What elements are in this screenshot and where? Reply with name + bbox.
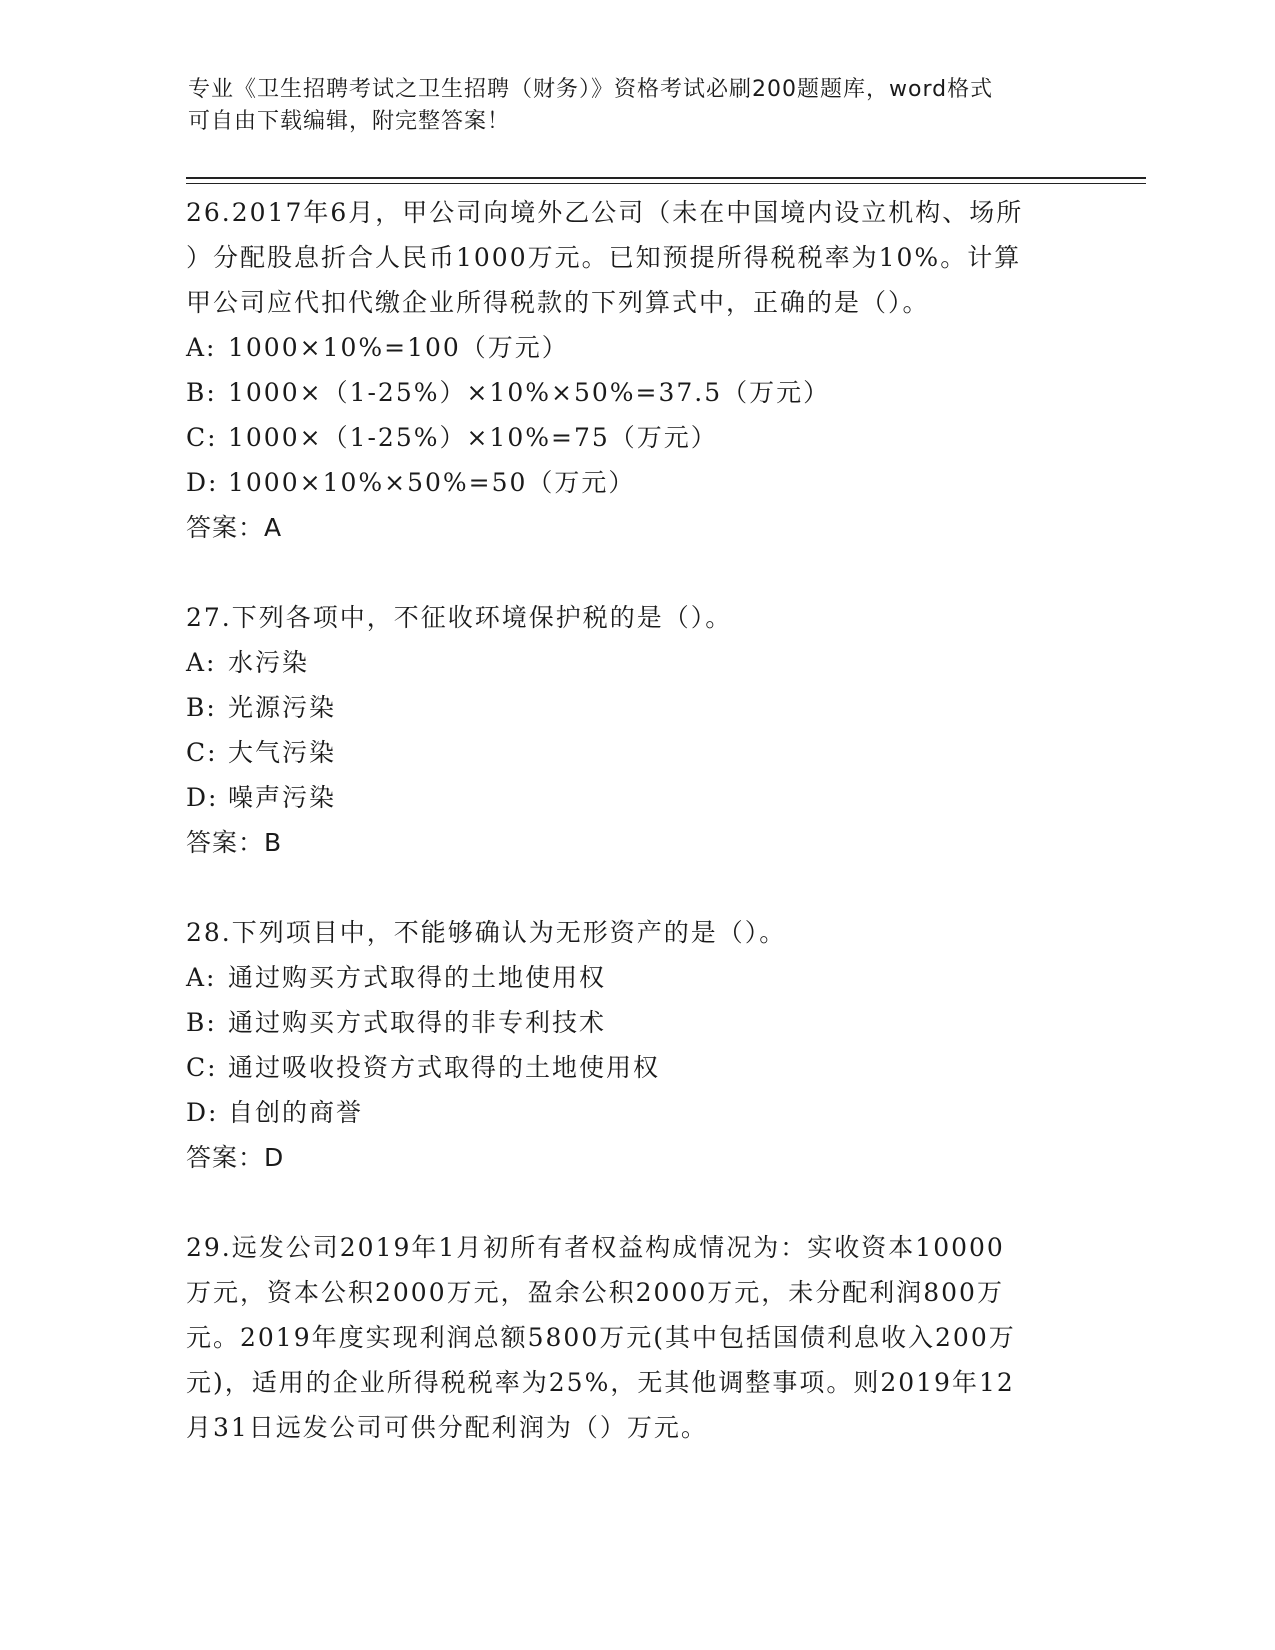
option-key: D: — [186, 1098, 219, 1127]
option-key: B: — [186, 1008, 217, 1037]
option-text: 大气污染 — [228, 738, 337, 767]
question-26 — [186, 190, 1086, 550]
question-stem-line: 29.远发公司2019年1月初所有者权益构成情况为：实收资本10000 — [186, 1233, 1005, 1262]
question-list — [186, 190, 1086, 1450]
option-text: 水污染 — [228, 648, 310, 677]
option-b — [186, 1000, 1086, 1045]
question-stem-line: 28.下列项目中，不能够确认为无形资产的是（）。 — [186, 918, 787, 947]
option-a — [186, 955, 1086, 1000]
option-d — [186, 460, 1086, 505]
option-d — [186, 775, 1086, 820]
option-c — [186, 730, 1086, 775]
option-c — [186, 415, 1086, 460]
option-key: C: — [186, 423, 218, 452]
answer-label: 答案： — [186, 828, 265, 857]
answer-value: D — [264, 1143, 285, 1172]
option-text: 1000×（1-25%）×10%=75（万元） — [228, 423, 718, 452]
question-stem-line: 26.2017年6月，甲公司向境外乙公司（未在中国境内设立机构、场所 — [186, 198, 1024, 227]
option-key: A: — [186, 333, 217, 362]
option-text: 噪声污染 — [228, 783, 337, 812]
question-stem-line: 27.下列各项中，不征收环境保护税的是（）。 — [186, 603, 733, 632]
option-b — [186, 685, 1086, 730]
option-text: 通过购买方式取得的非专利技术 — [228, 1008, 607, 1037]
option-text: 1000×10%=100（万元） — [228, 333, 569, 362]
option-key: A: — [186, 963, 217, 992]
option-b — [186, 370, 1086, 415]
question-stem-line: 元。2019年度实现利润总额5800万元(其中包括国债利息收入200万 — [186, 1323, 1016, 1352]
header-line-2: 可自由下载编辑，附完整答案！ — [188, 109, 511, 134]
answer-line — [186, 1135, 1086, 1180]
option-key: C: — [186, 738, 218, 767]
option-text: 光源污染 — [228, 693, 337, 722]
header-divider-thin — [186, 183, 1146, 184]
option-key: B: — [186, 378, 217, 407]
question-spacer — [186, 865, 1086, 910]
document-header — [188, 74, 1068, 138]
answer-value: A — [264, 513, 283, 542]
option-a — [186, 325, 1086, 370]
option-key: C: — [186, 1053, 218, 1082]
option-a — [186, 640, 1086, 685]
answer-line — [186, 820, 1086, 865]
question-stem-line: 月31日远发公司可供分配利润为（）万元。 — [186, 1413, 708, 1442]
question-stem-line: 万元，资本公积2000万元，盈余公积2000万元，未分配利润800万 — [186, 1278, 1004, 1307]
answer-label: 答案： — [186, 1143, 265, 1172]
answer-label: 答案： — [186, 513, 265, 542]
option-key: D: — [186, 468, 219, 497]
option-text: 通过购买方式取得的土地使用权 — [228, 963, 607, 992]
question-29 — [186, 1225, 1086, 1450]
option-text: 1000×（1-25%）×10%×50%=37.5（万元） — [228, 378, 831, 407]
option-key: A: — [186, 648, 217, 677]
option-key: B: — [186, 693, 217, 722]
question-stem-line: ）分配股息折合人民币1000万元。已知预提所得税税率为10%。计算 — [186, 243, 1022, 272]
question-27 — [186, 595, 1086, 865]
answer-value: B — [264, 828, 283, 857]
option-text: 1000×10%×50%=50（万元） — [228, 468, 636, 497]
header-divider-thick — [186, 177, 1146, 179]
question-spacer — [186, 1180, 1086, 1225]
header-line-1: 专业《卫生招聘考试之卫生招聘（财务）》资格考试必刷200题题库，word格式 — [188, 77, 994, 102]
option-text: 通过吸收投资方式取得的土地使用权 — [228, 1053, 661, 1082]
option-d — [186, 1090, 1086, 1135]
question-28 — [186, 910, 1086, 1180]
option-text: 自创的商誉 — [228, 1098, 364, 1127]
question-stem-line: 元)，适用的企业所得税税率为25%，无其他调整事项。则2019年12 — [186, 1368, 1015, 1397]
question-stem-line: 甲公司应代扣代缴企业所得税款的下列算式中，正确的是（）。 — [186, 288, 930, 317]
option-key: D: — [186, 783, 219, 812]
option-c — [186, 1045, 1086, 1090]
question-spacer — [186, 550, 1086, 595]
answer-line — [186, 505, 1086, 550]
